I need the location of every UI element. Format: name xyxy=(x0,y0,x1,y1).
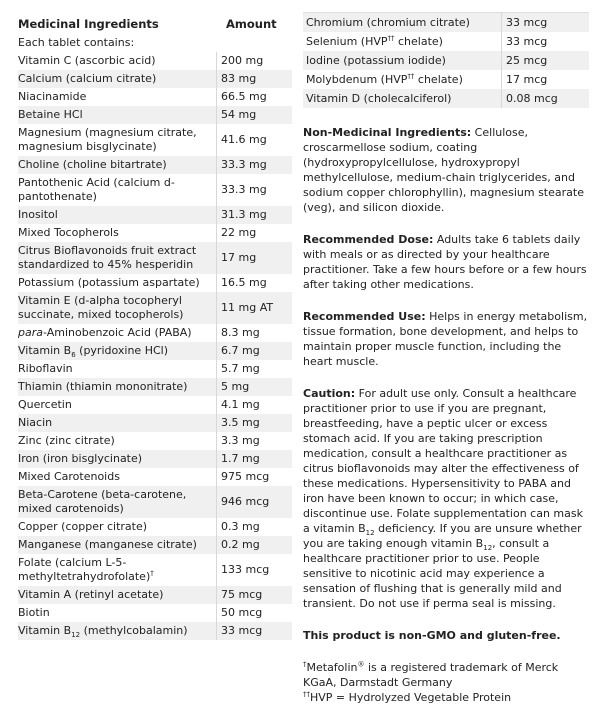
ingredient-name-text: Choline (choline bitartrate) xyxy=(18,158,167,171)
ingredient-name-text: Mixed Tocopherols xyxy=(18,226,119,239)
ingredient-name-text: Betaine HCl xyxy=(18,108,83,121)
ingredient-name-text: Quercetin xyxy=(18,398,72,411)
caution-text-2: deficiency. If you are unsure whether you are taking enough vitamin B xyxy=(303,522,582,550)
header-ingredients: Medicinal Ingredients xyxy=(18,17,159,31)
ingredient-name xyxy=(18,606,216,620)
ingredient-name-superscript: †† xyxy=(407,72,415,81)
ingredient-name-text: Chromium (chromium citrate) xyxy=(306,16,470,29)
ingredient-name xyxy=(18,158,216,172)
ingredient-name-text: -Aminobenzoic Acid (PABA) xyxy=(43,326,192,339)
ingredient-name-text: Niacinamide xyxy=(18,90,87,103)
ingredient-amount: 946 mcg xyxy=(216,486,292,518)
ingredient-name xyxy=(18,380,216,394)
ingredient-name xyxy=(18,208,216,222)
ingredient-rows xyxy=(18,52,292,640)
table-row xyxy=(18,88,292,106)
table-row xyxy=(18,414,292,432)
caution-sub-1: 12 xyxy=(365,529,375,538)
table-row xyxy=(18,468,292,486)
caution xyxy=(303,386,589,611)
ingredient-amount: 133 mcg xyxy=(216,554,292,586)
ingredient-amount: 83 mg xyxy=(216,70,292,88)
ingredient-name xyxy=(18,470,216,484)
non-medicinal-ingredients xyxy=(303,125,589,215)
dose-text: Adults take 6 tablets daily with meals or as directed by your healthcare practitioner. Take a few hours before or a few hours after taking other medications. xyxy=(303,233,587,291)
table-row xyxy=(18,156,292,174)
ingredient-amount: 54 mg xyxy=(216,106,292,124)
footnote-2-mark: †† xyxy=(303,690,310,699)
recommended-use xyxy=(303,309,589,369)
ingredient-amount: 25 mcg xyxy=(501,51,589,70)
ingredient-amount: 66.5 mg xyxy=(216,88,292,106)
use-text: Helps in energy metabolism, tissue formation, bone development, and helps to maintain proper muscle function, including the heart muscle. xyxy=(303,310,588,368)
table-row xyxy=(18,242,292,274)
ingredient-name xyxy=(18,452,216,466)
ingredient-amount: 22 mg xyxy=(216,224,292,242)
table-row xyxy=(18,450,292,468)
ingredient-name-text: Manganese (manganese citrate) xyxy=(18,538,197,551)
ingredient-amount: 6.7 mg xyxy=(216,342,292,360)
ingredient-amount: 8.3 mg xyxy=(216,324,292,342)
table-row xyxy=(18,604,292,622)
table-row xyxy=(18,432,292,450)
ingredient-amount: 0.08 mcg xyxy=(501,89,589,108)
ingredient-amount: 41.6 mg xyxy=(216,124,292,156)
ingredient-name xyxy=(303,16,501,29)
table-row xyxy=(18,106,292,124)
ingredient-amount: 5 mg xyxy=(216,378,292,396)
ingredient-amount: 0.2 mg xyxy=(216,536,292,554)
recommended-dose xyxy=(303,232,589,292)
ingredient-name-text: Biotin xyxy=(18,606,50,619)
ingredient-amount: 75 mcg xyxy=(216,586,292,604)
table-row xyxy=(18,324,292,342)
ingredient-name-text: Inositol xyxy=(18,208,58,221)
ingredient-name-text: Vitamin A (retinyl acetate) xyxy=(18,588,164,601)
table-row xyxy=(18,124,292,156)
ingredient-name-text: Iodine (potassium iodide) xyxy=(306,54,446,67)
ingredient-name xyxy=(18,556,216,584)
footnote-hvp xyxy=(303,690,589,705)
ingredient-amount: 1.7 mg xyxy=(216,450,292,468)
ingredient-name-text: Beta-Carotene (beta-carotene, mixed carotenoids) xyxy=(18,488,187,515)
table-subheader: Each tablet contains: xyxy=(18,36,135,49)
ingredient-amount: 33.3 mg xyxy=(216,156,292,174)
ingredient-amount: 200 mg xyxy=(216,52,292,70)
ingredient-amount: 50 mcg xyxy=(216,604,292,622)
caution-text-3: , consult a healthcare practitioner prior to use. People sensitive to nicotinic acid may experience a sensation of flushing that is generally mild and transient. Do not use if perma seal is missing. xyxy=(303,537,562,610)
ingredient-name xyxy=(18,72,216,86)
table-row xyxy=(18,292,292,324)
ingredient-name-subscript: 6 xyxy=(71,351,76,360)
ingredient-name xyxy=(18,362,216,376)
ingredient-amount: 5.7 mg xyxy=(216,360,292,378)
table-row xyxy=(18,554,292,586)
ingredient-name xyxy=(18,624,216,638)
ingredient-name-text: Thiamin (thiamin mononitrate) xyxy=(18,380,188,393)
table-row xyxy=(18,396,292,414)
ingredient-name-suffix: chelate) xyxy=(394,35,443,48)
ingredient-name-text: Riboflavin xyxy=(18,362,73,375)
ingredient-name-text: Vitamin E (d-alpha tocopheryl succinate, mixed tocopherols) xyxy=(18,294,184,321)
ingredient-name-text: Selenium (HVP xyxy=(306,35,388,48)
ingredient-name-text: Mixed Carotenoids xyxy=(18,470,120,483)
right-column xyxy=(303,12,589,705)
ingredient-amount: 11 mg AT xyxy=(216,292,292,324)
ingredient-amount: 3.5 mg xyxy=(216,414,292,432)
table-row xyxy=(18,518,292,536)
ingredient-name xyxy=(18,434,216,448)
table-row xyxy=(18,622,292,640)
dose-label: Recommended Dose: xyxy=(303,233,434,246)
ingredient-name-text: Niacin xyxy=(18,416,53,429)
ingredient-name xyxy=(303,35,501,48)
ingredient-amount: 31.3 mg xyxy=(216,206,292,224)
table-row xyxy=(303,13,589,32)
ingredient-name xyxy=(18,294,216,322)
ingredient-amount: 3.3 mg xyxy=(216,432,292,450)
table-row xyxy=(18,536,292,554)
ingredient-name-text: Vitamin B xyxy=(18,624,72,637)
footnote-1-mark: † xyxy=(303,660,307,669)
non-medicinal-label: Non-Medicinal Ingredients: xyxy=(303,126,472,139)
table-row xyxy=(18,360,292,378)
footnote-metafolin xyxy=(303,660,589,690)
table-row xyxy=(18,486,292,518)
ingredient-amount: 975 mcg xyxy=(216,468,292,486)
ingredient-name-text: Pantothenic Acid (calcium d-pantothenate) xyxy=(18,176,175,203)
table-row xyxy=(18,52,292,70)
table-row xyxy=(303,51,589,70)
ingredient-name-prefix: para xyxy=(18,326,43,339)
table-row xyxy=(303,70,589,89)
ingredient-name xyxy=(18,176,216,204)
ingredient-amount: 17 mg xyxy=(216,242,292,274)
ingredient-name-superscript: † xyxy=(150,569,154,578)
caution-text-1: For adult use only. Consult a healthcare practitioner prior to use if you are pregnant, breastfeeding, have a peptic ulcer or excess stomach acid. If you are taking prescription medication, consult a healthcare practitioner as citrus bioflavonoids may alter the effectiveness of these medications. Hypersensitivity to PABA and iron have been known to occur; in which case, discontinue use. Folate supplementation can mask a vitamin B xyxy=(303,387,583,535)
ingredient-amount: 0.3 mg xyxy=(216,518,292,536)
ingredient-name-suffix: (pyridoxine HCl) xyxy=(75,344,168,357)
footnote-1-text: Metafolin xyxy=(306,661,358,674)
ingredient-name xyxy=(18,344,216,358)
table-row xyxy=(18,586,292,604)
ingredient-rows-continued xyxy=(303,12,589,108)
registered-mark: ® xyxy=(357,660,365,669)
table-row xyxy=(18,274,292,292)
table-row xyxy=(18,70,292,88)
ingredient-name-text: Citrus Bioflavonoids fruit extract standardized to 45% hesperidin xyxy=(18,244,197,271)
ingredient-name-subscript: 12 xyxy=(71,631,81,640)
ingredient-name xyxy=(18,126,216,154)
ingredient-name-text: Vitamin D (cholecalciferol) xyxy=(306,92,452,105)
ingredient-name-suffix: chelate) xyxy=(414,73,463,86)
ingredient-name-text: Copper (copper citrate) xyxy=(18,520,148,533)
table-row xyxy=(303,32,589,51)
table-row xyxy=(18,174,292,206)
table-header xyxy=(18,14,292,34)
use-label: Recommended Use: xyxy=(303,310,426,323)
table-row xyxy=(18,224,292,242)
table-row xyxy=(18,378,292,396)
ingredient-name xyxy=(18,326,216,340)
ingredient-name xyxy=(303,92,501,105)
ingredient-name-text: Molybdenum (HVP xyxy=(306,73,408,86)
ingredient-name xyxy=(18,538,216,552)
ingredient-name-text: Potassium (potassium aspartate) xyxy=(18,276,200,289)
table-row xyxy=(18,342,292,360)
ingredient-name-text: Calcium (calcium citrate) xyxy=(18,72,157,85)
ingredient-name-text: Folate (calcium L-5-methyltetrahydrofolate) xyxy=(18,556,151,583)
ingredient-amount: 4.1 mg xyxy=(216,396,292,414)
ingredient-name xyxy=(303,54,501,67)
ingredient-amount: 33.3 mg xyxy=(216,174,292,206)
ingredient-name xyxy=(18,488,216,516)
ingredient-name xyxy=(18,520,216,534)
ingredient-amount: 17 mcg xyxy=(501,70,589,89)
caution-label: Caution: xyxy=(303,387,356,400)
ingredient-name xyxy=(303,73,501,86)
ingredient-amount: 16.5 mg xyxy=(216,274,292,292)
ingredient-name-text: Iron (iron bisglycinate) xyxy=(18,452,143,465)
non-gmo-statement: This product is non-GMO and gluten-free. xyxy=(303,629,561,642)
ingredient-name xyxy=(18,244,216,272)
ingredient-name-text: Vitamin B xyxy=(18,344,72,357)
ingredient-name xyxy=(18,226,216,240)
ingredient-amount: 33 mcg xyxy=(501,32,589,51)
ingredient-amount: 33 mcg xyxy=(501,13,589,32)
caution-sub-2: 12 xyxy=(483,544,493,553)
ingredient-name xyxy=(18,398,216,412)
non-medicinal-text: Cellulose, croscarmellose sodium, coating (hydroxypropylcellulose, hydroxypropyl methylcellulose, medium-chain triglycerides, and sodium copper chlorophyllin), magnesium stearate (veg), and silicon dioxide. xyxy=(303,126,584,214)
ingredient-name-text: Vitamin C (ascorbic acid) xyxy=(18,54,156,67)
ingredient-name xyxy=(18,588,216,602)
header-amount: Amount xyxy=(226,17,277,31)
footnote-2-text: HVP = Hydrolyzed Vegetable Protein xyxy=(310,691,512,704)
footnote-1-text-2: is a registered trademark of Merck KGaA, Darmstadt Germany xyxy=(303,661,559,689)
table-row xyxy=(303,89,589,108)
ingredient-name xyxy=(18,54,216,68)
ingredients-table xyxy=(18,14,292,640)
ingredient-amount: 33 mcg xyxy=(216,622,292,640)
ingredient-name xyxy=(18,276,216,290)
ingredient-name-suffix: (methylcobalamin) xyxy=(80,624,188,637)
table-row xyxy=(18,206,292,224)
ingredient-name xyxy=(18,416,216,430)
ingredient-name-text: Zinc (zinc citrate) xyxy=(18,434,115,447)
ingredient-name-text: Magnesium (magnesium citrate, magnesium bisglycinate) xyxy=(18,126,197,153)
ingredient-name xyxy=(18,108,216,122)
ingredient-name-superscript: †† xyxy=(387,34,395,43)
ingredient-name xyxy=(18,90,216,104)
